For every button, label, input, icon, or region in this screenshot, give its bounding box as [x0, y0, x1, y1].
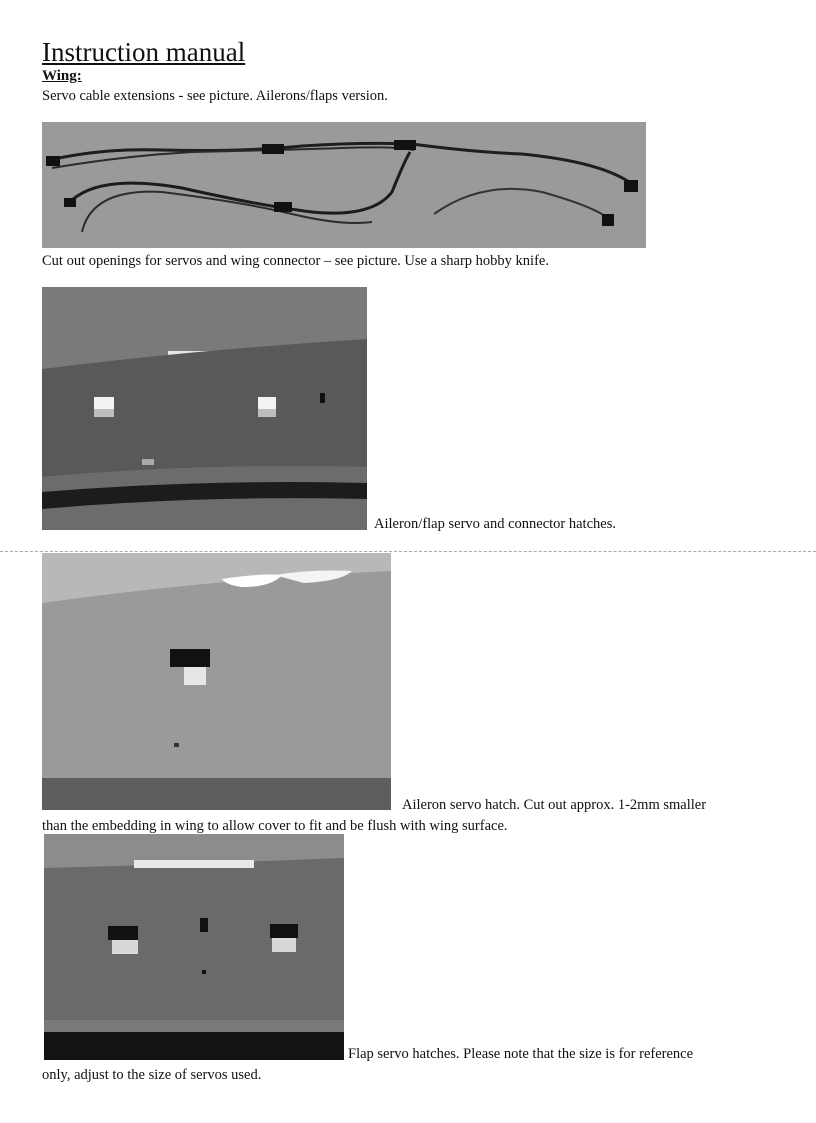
section-heading: Wing: [42, 68, 82, 84]
aileron-caption-line2: than the embedding in wing to allow cover to fit and be flush with wing surface. [42, 818, 508, 834]
scan-divider [0, 551, 816, 552]
hatches-caption: Aileron/flap servo and connector hatches. [374, 516, 616, 532]
flap-hatches-photo [44, 834, 344, 1060]
flap-caption-line1: Flap servo hatches. Please note that the size is for reference [348, 1046, 694, 1062]
aileron-hatch-photo [42, 553, 391, 810]
intro-text: Servo cable extensions - see picture. Ailerons/flaps version. [42, 88, 388, 104]
page-title: Instruction manual [42, 37, 246, 67]
cut-openings-text: Cut out openings for servos and wing connector – see picture. Use a sharp hobby knife. [42, 253, 549, 269]
aileron-caption-line1: Aileron servo hatch. Cut out approx. 1-2mm smaller [402, 797, 707, 813]
wing-hatches-photo [42, 287, 367, 530]
servo-cables-photo [42, 122, 646, 248]
flap-caption-line2: only, adjust to the size of servos used. [42, 1067, 262, 1083]
